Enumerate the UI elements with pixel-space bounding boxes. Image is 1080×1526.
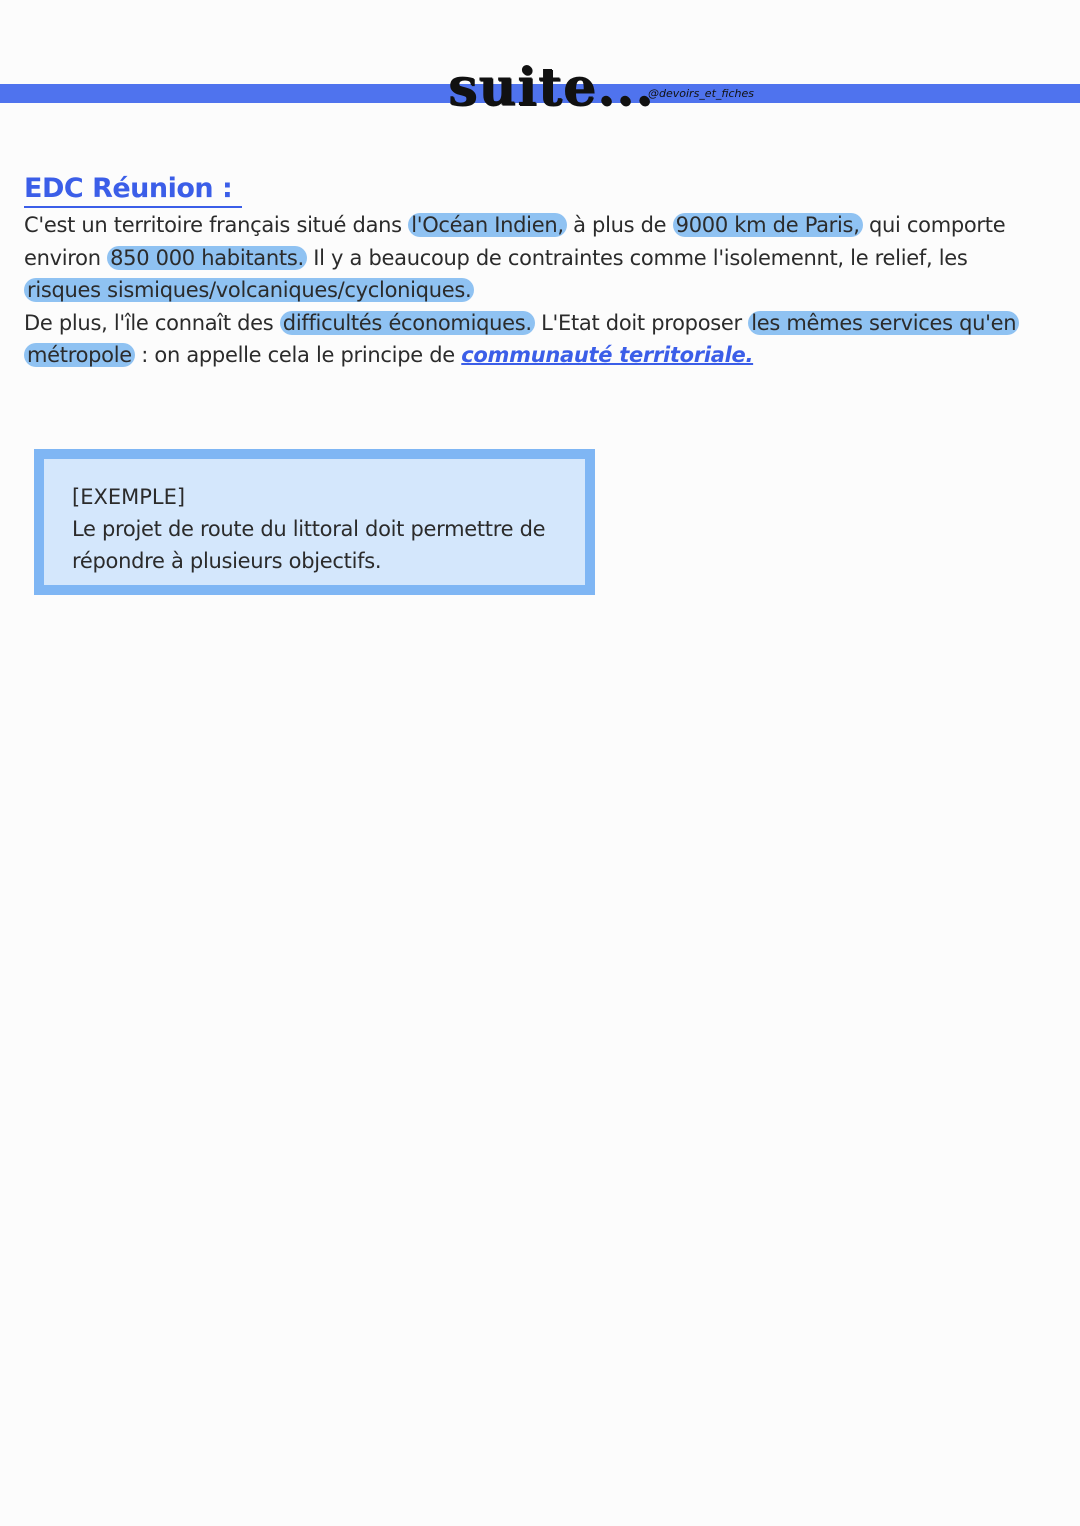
text-segment: L'Etat doit proposer — [534, 310, 749, 335]
section-title: EDC Réunion : — [24, 172, 242, 208]
highlighted-phrase: l'Océan Indien, — [408, 213, 567, 237]
text-segment: : on appelle cela le principe de — [134, 343, 462, 367]
highlighted-phrase: difficultés économiques. — [280, 311, 535, 335]
example-box — [34, 449, 595, 595]
paragraph-line — [24, 274, 1034, 307]
highlighted-phrase: 9000 km de Paris, — [673, 213, 863, 237]
example-text: Le projet de route du littoral doit permettre de répondre à plusieurs objectifs. — [72, 517, 546, 573]
text-segment: qui comporte — [862, 213, 1006, 237]
highlighted-phrase: les mêmes services qu'en — [748, 311, 1019, 335]
highlighted-phrase: risques sismiques/volcaniques/cycloniques. — [24, 278, 474, 302]
paragraph-line — [24, 242, 1034, 275]
section-paragraph — [24, 209, 1034, 372]
paragraph-line — [24, 307, 1034, 340]
text-segment: Il y a beaucoup de contraintes comme l'isolemennt, le relief, les — [306, 245, 968, 270]
example-tag: [EXEMPLE] — [72, 485, 186, 509]
paragraph-line — [24, 339, 1034, 372]
highlighted-phrase: métropole — [24, 343, 135, 367]
text-segment: environ — [24, 245, 108, 270]
paragraph-line — [24, 209, 1034, 242]
text-segment: C'est un territoire français situé dans — [24, 213, 409, 237]
text-segment: à plus de — [566, 213, 673, 237]
key-term: communauté territoriale. — [461, 343, 754, 367]
highlighted-phrase: 850 000 habitants. — [107, 246, 307, 270]
author-handle: @devoirs_et_fiches — [648, 87, 755, 100]
page-title: suite... — [448, 57, 655, 118]
text-segment: De plus, l'île connaît des — [24, 310, 280, 335]
